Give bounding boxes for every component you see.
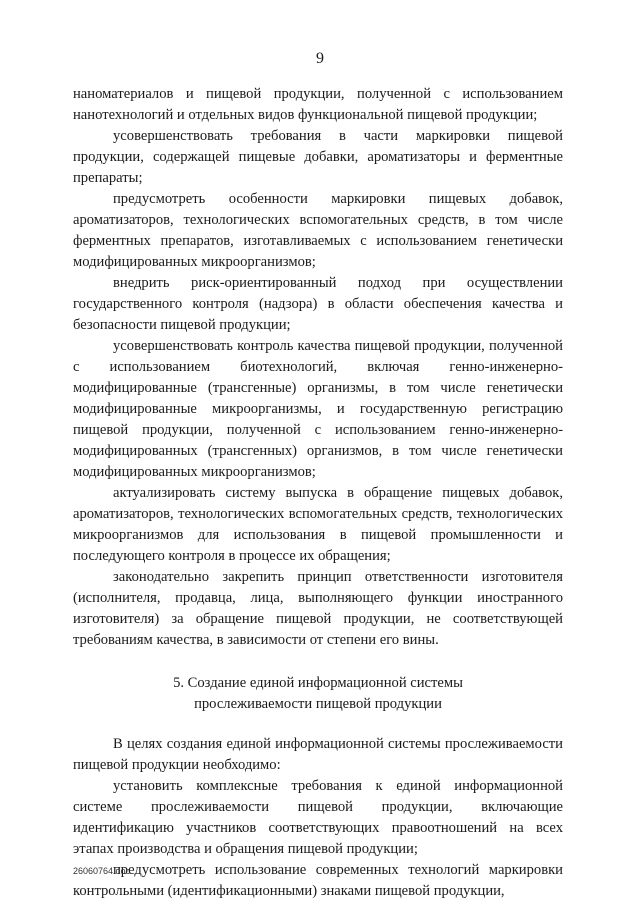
paragraph-release-system: актуализировать систему выпуска в обращение пищевых добавок, ароматизаторов, технологических вспомогательных средств, технологических микроорганизмов для использования в пищевой промышленности и последующего контроля в процессе их обращения; [73,485,563,564]
footer-filename: 26060764.doc [73,866,131,876]
paragraph-traceability-requirements: установить комплексные требования к единой информационной системе прослеживаемости пищевой продукции, включающие идентификацию участников соответствующих правоотношений на всех этапах производства и обращения пищевой продукции; [73,778,563,857]
paragraph-nanomaterials: наноматериалов и пищевой продукции, полученной с использованием нанотехнологий и отдельных видов функциональной пищевой продукции; [73,86,563,123]
page-number: 9 [316,50,324,67]
section-title-line-1: 5. Создание единой информационной системы [173,675,463,691]
paragraph-marking-technologies: предусмотреть использование современных технологий маркировки контрольными (идентификационными) знаками пищевой продукции, [73,862,563,899]
paragraph-labeling-features: предусмотреть особенности маркировки пищевых добавок, ароматизаторов, технологических вспомогательных средств, в том числе ферментных препаратов, изготавливаемых с использованием генетически модифицированных микроорганизмов; [73,191,563,270]
paragraph-traceability-intro: В целях создания единой информационной системы прослеживаемости пищевой продукции необходимо: [73,736,563,773]
section-title [73,673,563,715]
section-title-line-2: прослеживаемости пищевой продукции [194,696,442,712]
paragraph-labeling-requirements: усовершенствовать требования в части маркировки пищевой продукции, содержащей пищевые добавки, ароматизаторы и ферментные препараты; [73,128,563,186]
paragraph-manufacturer-liability: законодательно закрепить принцип ответственности изготовителя (исполнителя, продавца, лица, выполняющего функции иностранного изготовителя) за обращение пищевой продукции, не соответствующей требованиям качества, в зависимости от степени его вины. [73,569,563,648]
paragraph-biotech-control: усовершенствовать контроль качества пищевой продукции, полученной с использованием биотехнологий, включая генно-инженерно-модифицированные (трансгенные) организмы, в том числе генетически модифицированные микроорганизмы, и государственную регистрацию пищевой продукции, полученной с использованием генно-инженерно-модифицированных (трансгенных) организмов, в том числе генетически модифицированных микроорганизмов; [73,338,563,480]
paragraph-risk-approach: внедрить риск-ориентированный подход при осуществлении государственного контроля (надзора) в области обеспечения качества и безопасности пищевой продукции; [73,275,563,333]
document-body [73,84,563,902]
